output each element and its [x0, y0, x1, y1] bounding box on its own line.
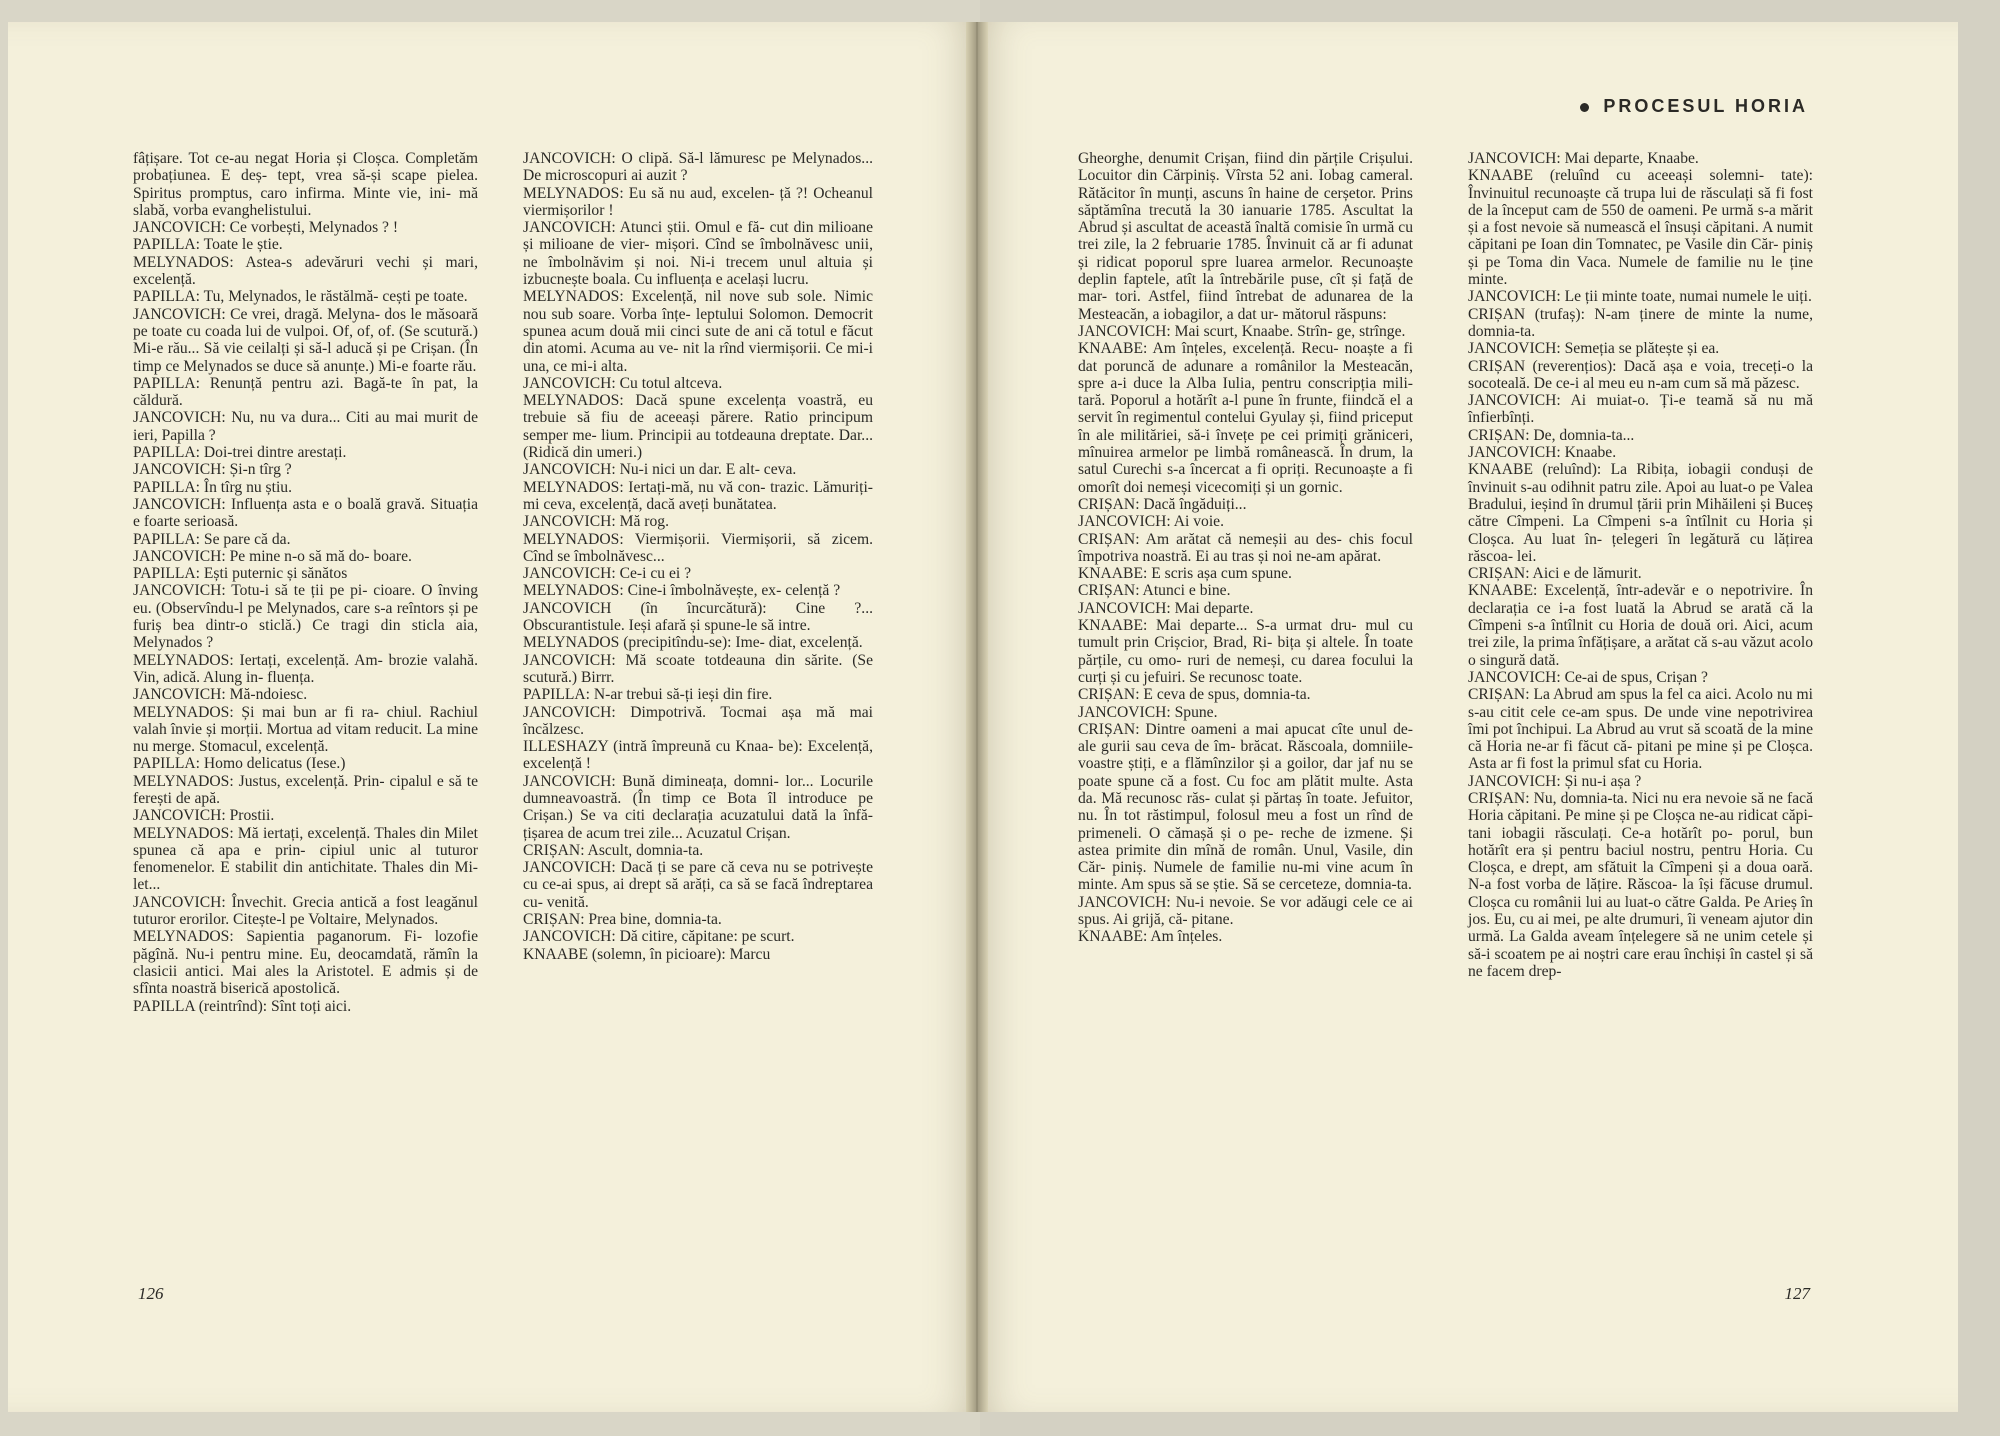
page-number-left: 126 — [138, 1284, 164, 1303]
dialogue-paragraph: JANCOVICH: Și-n tîrg ? — [133, 461, 292, 479]
dialogue-paragraph: JANCOVICH: Semeția se plătește și ea. — [1468, 340, 1720, 358]
dialogue-paragraph: JANCOVICH: Mă rog. — [523, 513, 669, 531]
dialogue-paragraph: fâțișare. Tot ce-au negat Horia și Cloșca. Completăm probațiunea. E deș- tept, vrea să-și scape pielea. Spiritus promptus, caro infirma. Minte vie, ini- mă slabă, vorba evanghelistului. — [133, 150, 478, 219]
dialogue-paragraph: MELYNADOS: Sapientia paganorum. Fi- lozofie păgînă. Nu-i pentru mine. Eu, deocamdată, rămîn la clasicii antici. Mai ales la Aristotel. E admis și de sfînta noastră biserică apostolică. — [133, 928, 478, 998]
dialogue-paragraph: ILLESHAZY (intră împreună cu Knaa- be): Excelență, excelență ! — [523, 738, 873, 773]
dialogue-paragraph: CRIȘAN: De, domnia-ta... — [1468, 426, 1635, 444]
running-header — [1580, 96, 1808, 117]
dialogue-paragraph: JANCOVICH: O clipă. Să-l lămuresc pe Melynados... De microscopuri ai auzit ? — [523, 150, 873, 185]
dialogue-paragraph: JANCOVICH: Cu totul altceva. — [523, 374, 723, 392]
dialogue-paragraph: JANCOVICH: Ai muiat-o. Ți-e teamă să nu mă înfierbînți. — [1468, 392, 1813, 427]
dialogue-paragraph: KNAABE: Mai departe... S-a urmat dru- mul cu tumult prin Crișcior, Brad, Ri- bița și altele. În toate părțile, cu omo- ruri de nemeși, cu darea focului la curți și cu jefuiri. Se recunosc toate. — [1078, 617, 1413, 686]
dialogue-paragraph: CRIȘAN: Dintre oameni a mai apucat cîte unul de-ale gurii sau ceva de îm- brăcat. Răscoala, domniile-voastre știți, e a flămînzilor și a goilor, dar jaf nu se poate spune că a fost. Cu foc am plătit multe. Asta da. Mă recunosc răs- culat și părtaș în toate. Jefuitor, nu. În tot răstimpul, folosul meu a fost un rînd de primeneli. O cămașă și o pe- reche de izmene. Și astea primite din mînă de român. Unul, Vasile, din Căr- piniș. Numele de familie nu-mi vine acum în minte. Am spus să se știe. Să se cerceteze, domnia-ta. — [1078, 720, 1413, 894]
dialogue-paragraph: JANCOVICH: Ai voie. — [1078, 513, 1224, 531]
dialogue-paragraph: JANCOVICH: Ce-i cu ei ? — [523, 565, 692, 583]
book-gutter — [966, 22, 988, 1412]
column-4 — [1468, 150, 1813, 980]
dialogue-paragraph: MELYNADOS: Viermișorii. Viermișorii, să zicem. Cînd se îmbolnăvesc... — [523, 530, 873, 565]
dialogue-paragraph: MELYNADOS (precipitîndu-se): Ime- diat, excelență. — [523, 634, 863, 652]
dialogue-paragraph: MELYNADOS: Iertați, excelență. Am- brozie valahă. Vin, adică. Alung in- fluența. — [133, 651, 478, 686]
dialogue-paragraph: CRIȘAN: Prea bine, domnia-ta. — [523, 911, 722, 929]
dialogue-paragraph: KNAABE (reluînd cu aceeași solemni- tate): Învinuitul recunoaște că trupa lui de răsculați să fi fost de la început cam de 550 de oameni. Pe urmă s-a mărit și a fost nevoie să numească el însuși căpitani. A numit căpitani pe Ioan din Tomnatec, pe Vasile din Căr- piniș și pe Toma din Vaca. Numele de familie nu le ține minte. — [1468, 167, 1813, 289]
dialogue-paragraph: JANCOVICH: Knaabe. — [1468, 444, 1617, 462]
dialogue-paragraph: KNAABE (solemn, în picioare): Marcu — [523, 945, 771, 963]
dialogue-paragraph: CRIȘAN (reverențios): Dacă așa e voia, treceți-o la socoteală. De ce-i al meu eu n-am cum să mă păzesc. — [1468, 357, 1813, 392]
dialogue-paragraph: MELYNADOS: Excelență, nil nove sub sole. Nimic nou sub soare. Vorba înțe- leptului Solomon. Democrit spunea acum două mii cinci sute de ani că totul e făcut din atomi. Acuma au ve- nit la rînd viermișorii. Ce mi-i una, ce mi-i alta. — [523, 288, 873, 375]
dialogue-paragraph: JANCOVICH: Totu-i să te ții pe pi- cioare. O înving eu. (Observîndu-l pe Melynados, care s-a reîntors și pe furiș bea dintr-o sticlă.) Ce tragi din sticla aia, Melynados ? — [133, 582, 478, 652]
dialogue-paragraph: KNAABE: E scris așa cum spune. — [1078, 565, 1292, 583]
dialogue-paragraph: JANCOVICH: Ce-ai de spus, Crișan ? — [1468, 668, 1708, 686]
dialogue-paragraph: KNAABE: Am înțeles, excelență. Recu- noaște a fi dat poruncă de adunare a românilor la Mesteacăn, spre a-i duce la Alba Iulia, pentru conscripția mili- tară. Poporul a hotărît a-l pune în frunte, fiindcă el a servit în regimentul contelui Gyulay și, fiind priceput în ale milităriei, să-i învețe pe cei primiți grăniceri, mînuirea armelor pe limbă românească. În drum, la satul Curechi s-a încercat a fi opriți. Recunoaște a fi omorît doi nemeși vicecomiți și un gornic. — [1078, 340, 1413, 496]
dialogue-paragraph: JANCOVICH: Pe mine n-o să mă do- boare. — [133, 547, 412, 565]
dialogue-paragraph: JANCOVICH: Dimpotrivă. Tocmai așa mă mai încălzesc. — [523, 703, 873, 738]
dialogue-paragraph: CRIȘAN: E ceva de spus, domnia-ta. — [1078, 686, 1311, 704]
dialogue-paragraph: JANCOVICH: Mai departe. — [1078, 599, 1254, 617]
dialogue-paragraph: JANCOVICH: Ce vorbești, Melynados ? ! — [133, 219, 399, 237]
left-page — [8, 22, 976, 1412]
dialogue-paragraph: PAPILLA: Renunță pentru azi. Bagă-te în pat, la căldură. — [133, 374, 478, 410]
dialogue-paragraph: JANCOVICH: Prostii. — [133, 807, 275, 825]
bullet-icon — [1580, 103, 1589, 112]
dialogue-paragraph: PAPILLA: Toate le știe. — [133, 236, 283, 254]
dialogue-paragraph: KNAABE (reluînd): La Ribița, iobagii conduși de învinuit s-au odihnit patru zile. Apoi au luat-o pe Valea Bradului, ieșind în drumul țării prin Mihăileni și Buceș către Cîmpeni. La Cîmpeni s-a întîlnit cu Horia și Cloșca. Au luat în- țelegeri în legătură cu lățirea răscoa- lei. — [1468, 461, 1813, 565]
dialogue-paragraph: JANCOVICH: Mă-ndoiesc. — [133, 686, 308, 704]
dialogue-paragraph: CRIȘAN: Dacă îngăduiți... — [1078, 495, 1247, 513]
dialogue-paragraph: PAPILLA: N-ar trebui să-ți ieși din fire. — [523, 686, 773, 704]
right-page — [978, 22, 1958, 1412]
dialogue-paragraph: JANCOVICH: Mai departe, Knaabe. — [1468, 150, 1699, 167]
dialogue-paragraph: JANCOVICH: Învechit. Grecia antică a fost leagănul tuturor erorilor. Citește-l pe Voltaire, Melynados. — [133, 893, 478, 929]
dialogue-paragraph: JANCOVICH: Dacă ți se pare că ceva nu se potrivește cu ce-ai spus, ai drept să arăți, ca să se facă îndreptarea cu- venită. — [523, 859, 873, 911]
dialogue-paragraph: JANCOVICH: Dă citire, căpitane: pe scurt. — [523, 928, 795, 946]
dialogue-paragraph: JANCOVICH: Mai scurt, Knaabe. Strîn- ge, strînge. — [1078, 322, 1406, 340]
dialogue-paragraph: PAPILLA: Homo delicatus (Iese.) — [133, 755, 346, 773]
dialogue-paragraph: JANCOVICH: Le ții minte toate, numai numele le uiți. — [1468, 288, 1812, 306]
dialogue-paragraph: JANCOVICH: Și nu-i așa ? — [1468, 772, 1642, 790]
dialogue-paragraph: PAPILLA: Tu, Melynados, le răstălmă- cești pe toate. — [133, 288, 468, 306]
dialogue-paragraph: KNAABE: Excelență, într-adevăr e o nepotrivire. În declarația ce i-a fost luată la Abrud se arată că la Cîmpeni s-a întîlnit cu Horia de două ori. Aici, acum trei zile, la prima înfățișare, a arătat că s-au văzut acolo o singură dată. — [1468, 582, 1813, 669]
dialogue-paragraph: MELYNADOS: Și mai bun ar fi ra- chiul. Rachiul valah învie și morții. Mortua ad vitam reducit. La mine nu merge. Stomacul, excelență. — [133, 703, 478, 756]
dialogue-paragraph: MELYNADOS: Justus, excelență. Prin- cipalul e să te ferești de apă. — [133, 772, 478, 807]
dialogue-paragraph: PAPILLA (reintrînd): Sînt toți aici. — [133, 997, 352, 1015]
dialogue-paragraph: MELYNADOS: Iertați-mă, nu vă con- trazic. Lămuriți-mi ceva, excelență, dacă aveți bunătatea. — [523, 478, 873, 513]
dialogue-paragraph: KNAABE: Am înțeles. — [1078, 928, 1223, 946]
dialogue-paragraph: CRIȘAN: Nu, domnia-ta. Nici nu era nevoie să ne facă Horia căpitani. Pe mine și pe Cloșca ne-au ridicat căpi- tani iobagii răsculați. Ce-a hotărît po- porul, bun hotărît era și pentru baciul nostru, pentru Horia. Cu Cloșca, e drept, am sfătuit la Cîmpeni și a doua oară. N-a fost vorba de lățire. Răscoa- la își făcuse drumul. Cloșca cu românii lui au luat-o către Galda. Pe Arieș în jos. Eu, cu ai mei, pe alte drumuri, îi veneam ajutor din urmă. La Galda aveam înțelegere să ne unim cetele și să-i scoatem pe ai noștri care erau închiși în castel și să ne facem drep- — [1468, 789, 1813, 980]
column-1 — [133, 150, 478, 1015]
dialogue-paragraph: PAPILLA: În tîrg nu știu. — [133, 478, 292, 496]
dialogue-paragraph: JANCOVICH: Nu, nu va dura... Citi au mai murit de ieri, Papilla ? — [133, 409, 478, 444]
column-2 — [523, 150, 873, 963]
dialogue-paragraph: PAPILLA: Doi-trei dintre arestați. — [133, 444, 347, 462]
dialogue-paragraph: PAPILLA: Se pare că da. — [133, 530, 291, 548]
dialogue-paragraph: CRIȘAN: Am arătat că nemeșii au des- chis focul împotriva noastră. Ei au tras și noi ne-am apărat. — [1078, 530, 1413, 565]
dialogue-paragraph: MELYNADOS: Astea-s adevăruri vechi și mari, excelență. — [133, 253, 478, 289]
dialogue-paragraph: JANCOVICH: Bună dimineața, domni- lor... Locurile dumneavoastră. (În timp ce Bota îl introduce pe Crișan.) Se va citi declarația acuzatului dată la înfă- țișarea de acum trei zile... Acuzatul Crișan. — [523, 772, 873, 842]
dialogue-paragraph: CRIȘAN (trufaș): N-am ținere de minte la nume, domnia-ta. — [1468, 305, 1813, 340]
dialogue-paragraph: MELYNADOS: Dacă spune excelența voastră, eu trebuie să fiu de aceeași părere. Ratio principum semper me- lium. Principii au totdeauna dreptate. Dar... (Ridică din umeri.) — [523, 392, 873, 462]
dialogue-paragraph: JANCOVICH: Nu-i nici un dar. E alt- ceva. — [523, 461, 797, 479]
page-number-right: 127 — [1784, 1284, 1810, 1303]
dialogue-paragraph: MELYNADOS: Cine-i îmbolnăvește, ex- celență ? — [523, 582, 841, 600]
running-header-text: PROCESUL HORIA — [1603, 96, 1808, 116]
dialogue-paragraph: PAPILLA: Ești puternic și sănătos — [133, 565, 348, 583]
dialogue-paragraph: JANCOVICH: Nu-i nevoie. Se vor adăugi cele ce ai spus. Ai grijă, că- pitane. — [1078, 893, 1413, 929]
dialogue-paragraph: CRIȘAN: Ascult, domnia-ta. — [523, 841, 704, 859]
column-3 — [1078, 150, 1413, 946]
dialogue-paragraph: JANCOVICH: Atunci știi. Omul e fă- cut din milioane și milioane de vier- mișori. Cînd se îmbolnăvesc unii, ne îmbolnăvim și noi. Ni-i trecem unul altuia și izbucnește boala. Cu influența e același lucru. — [523, 219, 873, 289]
dialogue-paragraph: JANCOVICH (în încurcătură): Cine ?... Obscurantistule. Ieși afară și spune-le să intre. — [523, 599, 873, 635]
dialogue-paragraph: Gheorghe, denumit Crișan, fiind din părțile Crișului. Locuitor din Cărpiniș. Vîrsta 52 ani. Iobag cameral. Rătăcitor în munți, ascuns în haine de cerșetor. Prins săptămîna trecută la 30 ianuarie 1785. Ascultat la Abrud și ascultat de această înaltă comisie în urmă cu trei zile, la 2 februarie 1785. Învinuit că ar fi adunat și ridicat poporul spre luarea armelor. Recunoaște deplin faptele, atît la întrebările puse, cît și față de mar- tori. Astfel, fiind întrebat de adunarea de la Mesteacăn, a iobagilor, a dat ur- mătorul răspuns: — [1078, 150, 1413, 323]
dialogue-paragraph: JANCOVICH: Mă scoate totdeauna din sărite. (Se scutură.) Birrr. — [523, 651, 873, 686]
dialogue-paragraph: JANCOVICH: Influența asta e o boală gravă. Situația e foarte serioasă. — [133, 495, 478, 531]
dialogue-paragraph: MELYNADOS: Mă iertați, excelență. Thales din Milet spunea că apa e prin- cipiul unic al tuturor fenomenelor. E stabilit din antichitate. Thales din Mi- let... — [133, 824, 478, 894]
dialogue-paragraph: CRIȘAN: Aici e de lămurit. — [1468, 565, 1642, 583]
dialogue-paragraph: CRIȘAN: La Abrud am spus la fel ca aici. Acolo nu mi s-au citit cele ce-am spus. De unde vine nepotrivirea îmi pot închipui. La Abrud au vrut să scoată de la mine că Horia ne-ar fi făcut că- pitani pe mine și pe Cloșca. Asta ar fi fost la primul sfat cu Horia. — [1468, 686, 1813, 773]
dialogue-paragraph: JANCOVICH: Spune. — [1078, 703, 1218, 721]
dialogue-paragraph: CRIȘAN: Atunci e bine. — [1078, 582, 1231, 600]
dialogue-paragraph: JANCOVICH: Ce vrei, dragă. Melyna- dos le măsoară pe toate cu coada lui de vulpoi. Of, of, of. (Se scutură.) Mi-e rău... Să vie ceilalți și să-l aducă și pe Crișan. (În timp ce Melynados se duce să anunțe.) Mi-e foarte rău. — [133, 305, 478, 375]
dialogue-paragraph: MELYNADOS: Eu să nu aud, excelen- ță ?! Ocheanul viermișorilor ! — [523, 184, 873, 219]
